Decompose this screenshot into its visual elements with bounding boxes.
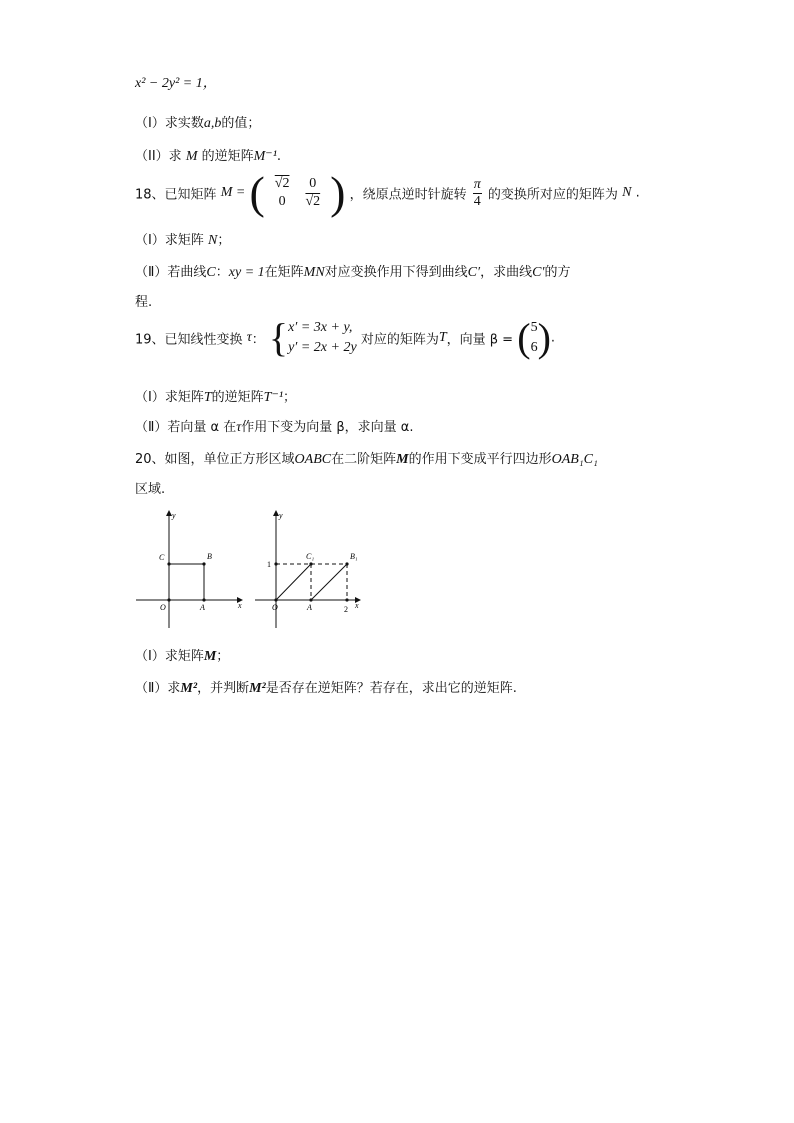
fig2-point-one — [274, 562, 277, 565]
q17-part2-label: （II）求 — [135, 149, 182, 164]
fig2-point-O — [274, 598, 277, 601]
q18-period: . — [635, 185, 640, 201]
q20-part2-end: 是否存在逆矩阵？若存在，求出它的逆矩阵. — [265, 681, 517, 696]
q17-part2-Minv: M⁻¹ — [253, 149, 277, 164]
q18-part1-N: N — [207, 233, 218, 248]
fig1-point-O — [167, 598, 170, 601]
q19-end: . — [550, 330, 556, 346]
q18-matrix — [267, 175, 328, 211]
q20-OABC: OABC — [294, 452, 332, 467]
fig2-label-A: A — [307, 603, 312, 612]
q17-equation — [135, 72, 217, 92]
q18-end: 的变换所对应的矩阵为 — [487, 187, 618, 203]
q20-end: 的作用下变成平行四边形 — [408, 452, 552, 467]
q20-part2 — [135, 677, 517, 697]
q20-part1-M: M — [203, 649, 217, 664]
q19-brace: { — [268, 315, 289, 360]
q20-OAB1C1: OAB₁C₁ — [551, 452, 598, 467]
fig2-label-C1: C₁ — [306, 552, 315, 561]
q17-equation-text: x² − 2y² = 1， — [135, 76, 217, 91]
fig2-point-two — [345, 598, 348, 601]
fig1-label-x: x — [238, 601, 242, 610]
fig1-square — [169, 564, 204, 600]
q18-part2 — [135, 261, 571, 281]
q18-m21: 0 — [278, 194, 286, 209]
q18-part2-colon: ： — [215, 265, 229, 280]
q18-part2-eq: xy = 1 — [228, 265, 265, 280]
q19-T: T — [438, 330, 447, 345]
q19-vec-1: 5 — [530, 320, 538, 335]
q19-part1-Tinv: T⁻¹ — [263, 390, 284, 405]
q19-part1-T: T — [203, 390, 212, 405]
q18-part2-c: 对应变换作用下得到曲线 — [324, 265, 468, 280]
fig2-point-A — [309, 598, 312, 601]
q18-m11: √2 — [274, 176, 290, 191]
q17-part2-end: . — [276, 149, 282, 164]
figure-unit-square — [136, 511, 242, 628]
q18-right-paren: ) — [330, 167, 346, 218]
q19-vector — [531, 318, 538, 358]
q18-part1-end: ； — [217, 233, 231, 248]
q18-frac-den: 4 — [473, 193, 481, 209]
fig1-point-A — [202, 598, 205, 601]
q20-part1-label: （Ⅰ）求矩阵 — [135, 649, 204, 664]
fig2-side-AB1 — [311, 564, 347, 600]
q18-part2-d: ，求曲线 — [480, 265, 533, 280]
q19-part1-label: （Ⅰ）求矩阵 — [135, 390, 204, 405]
q18-part2-f: 程. — [135, 295, 153, 310]
q19-system — [288, 318, 357, 358]
q18-part2-C: C — [206, 265, 216, 280]
fig1-label-O: O — [160, 603, 166, 612]
q17-part2-mid: 的逆矩阵 — [201, 149, 254, 164]
q20-part2-label: （Ⅱ）求 — [135, 681, 181, 696]
q17-part2-M: M — [185, 149, 198, 164]
q20-line2: 区域. — [135, 482, 166, 497]
q19-part1-end: ； — [283, 390, 297, 405]
q18-left-paren: ( — [249, 167, 265, 218]
q18-part1-label: （Ⅰ）求矩阵 — [135, 233, 204, 248]
q20-M: M — [396, 452, 409, 467]
q18-part2-e: 的方 — [544, 265, 571, 280]
fig1-point-C — [167, 562, 170, 565]
fig2-label-y: y — [279, 511, 283, 520]
fig2-label-O: O — [272, 603, 278, 612]
q18-part2-C2: C′ — [532, 265, 545, 280]
q19-part2 — [135, 416, 414, 436]
q18-part2-cont — [135, 291, 152, 310]
q19-part1 — [135, 386, 296, 406]
q19-part1-mid: 的逆矩阵 — [211, 390, 264, 405]
fig1-label-y: y — [172, 511, 176, 520]
q18-statement — [135, 167, 640, 218]
q19-eq2: y′ = 2x + 2y — [288, 340, 357, 355]
q19-vec-left-paren: ( — [517, 315, 531, 360]
q20-label: 20、如图，单位正方形区域 — [135, 452, 295, 467]
q20-part2-M2a: M² — [180, 681, 198, 696]
q19-mid2: ，向量 β = — [446, 332, 514, 348]
fig1-label-C: C — [159, 553, 165, 562]
q20-part1 — [135, 645, 229, 665]
fig2-label-one: 1 — [267, 560, 271, 569]
q19-label: 19、已知线性变换 — [135, 332, 243, 348]
q19-statement — [135, 315, 556, 360]
q17-part1-label: （I）求实数 — [135, 116, 204, 131]
q18-frac-num: π — [473, 176, 481, 192]
q18-part2-a: （Ⅱ）若曲线 — [135, 265, 207, 280]
q18-part2-b: 在矩阵 — [264, 265, 304, 280]
q18-part2-MN: MN — [303, 265, 325, 280]
fig1-point-B — [202, 562, 205, 565]
q18-m12: 0 — [309, 176, 317, 191]
q19-part2-end: 作用下变为向量 β，求向量 α. — [241, 420, 414, 435]
fig2-point-B1 — [345, 562, 348, 565]
q19-part2-tau: τ — [236, 420, 242, 435]
q18-label: 18、已知矩阵 — [135, 187, 217, 203]
q19-eq1: x′ = 3x + y, — [288, 320, 353, 335]
q18-part1 — [135, 229, 230, 249]
fig2-label-B1: B₁ — [350, 552, 358, 561]
q18-part2-C1: C′ — [467, 265, 481, 280]
q18-mid: ，绕原点逆时针旋转 — [349, 187, 467, 203]
q20-part2-mid: ，并判断 — [197, 681, 250, 696]
q17-part1 — [135, 112, 260, 132]
q17-part1-end: 的值； — [221, 116, 261, 131]
q17-part2 — [135, 145, 281, 165]
q20-figures — [130, 505, 370, 635]
figure-parallelogram — [255, 511, 360, 628]
q19-vec-2: 6 — [530, 340, 538, 355]
q18-m22: √2 — [305, 194, 321, 209]
q19-part2-label: （Ⅱ）若向量 α 在 — [135, 420, 237, 435]
q17-part1-vars: a,b — [203, 116, 222, 131]
fig2-side-OC1 — [276, 564, 311, 600]
q18-fraction — [473, 177, 482, 210]
q20-mid: 在二阶矩阵 — [331, 452, 397, 467]
q18-N: N — [622, 185, 632, 200]
fig2-label-two: 2 — [344, 605, 348, 614]
fig1-label-A: A — [200, 603, 205, 612]
q19-colon: ： — [251, 332, 265, 348]
q20-statement — [135, 448, 598, 468]
fig1-label-B: B — [207, 552, 212, 561]
fig2-label-x: x — [355, 601, 359, 610]
q19-tau: τ — [246, 330, 252, 345]
q18-M-eq: M = — [220, 185, 246, 200]
q20-part2-M2b: M² — [249, 681, 266, 696]
q19-mid: 对应的矩阵为 — [360, 332, 439, 348]
fig2-point-C1 — [309, 562, 312, 565]
q20-part1-end: ； — [216, 649, 230, 664]
q20-statement-cont — [135, 478, 165, 497]
q19-vec-right-paren: ) — [537, 315, 551, 360]
